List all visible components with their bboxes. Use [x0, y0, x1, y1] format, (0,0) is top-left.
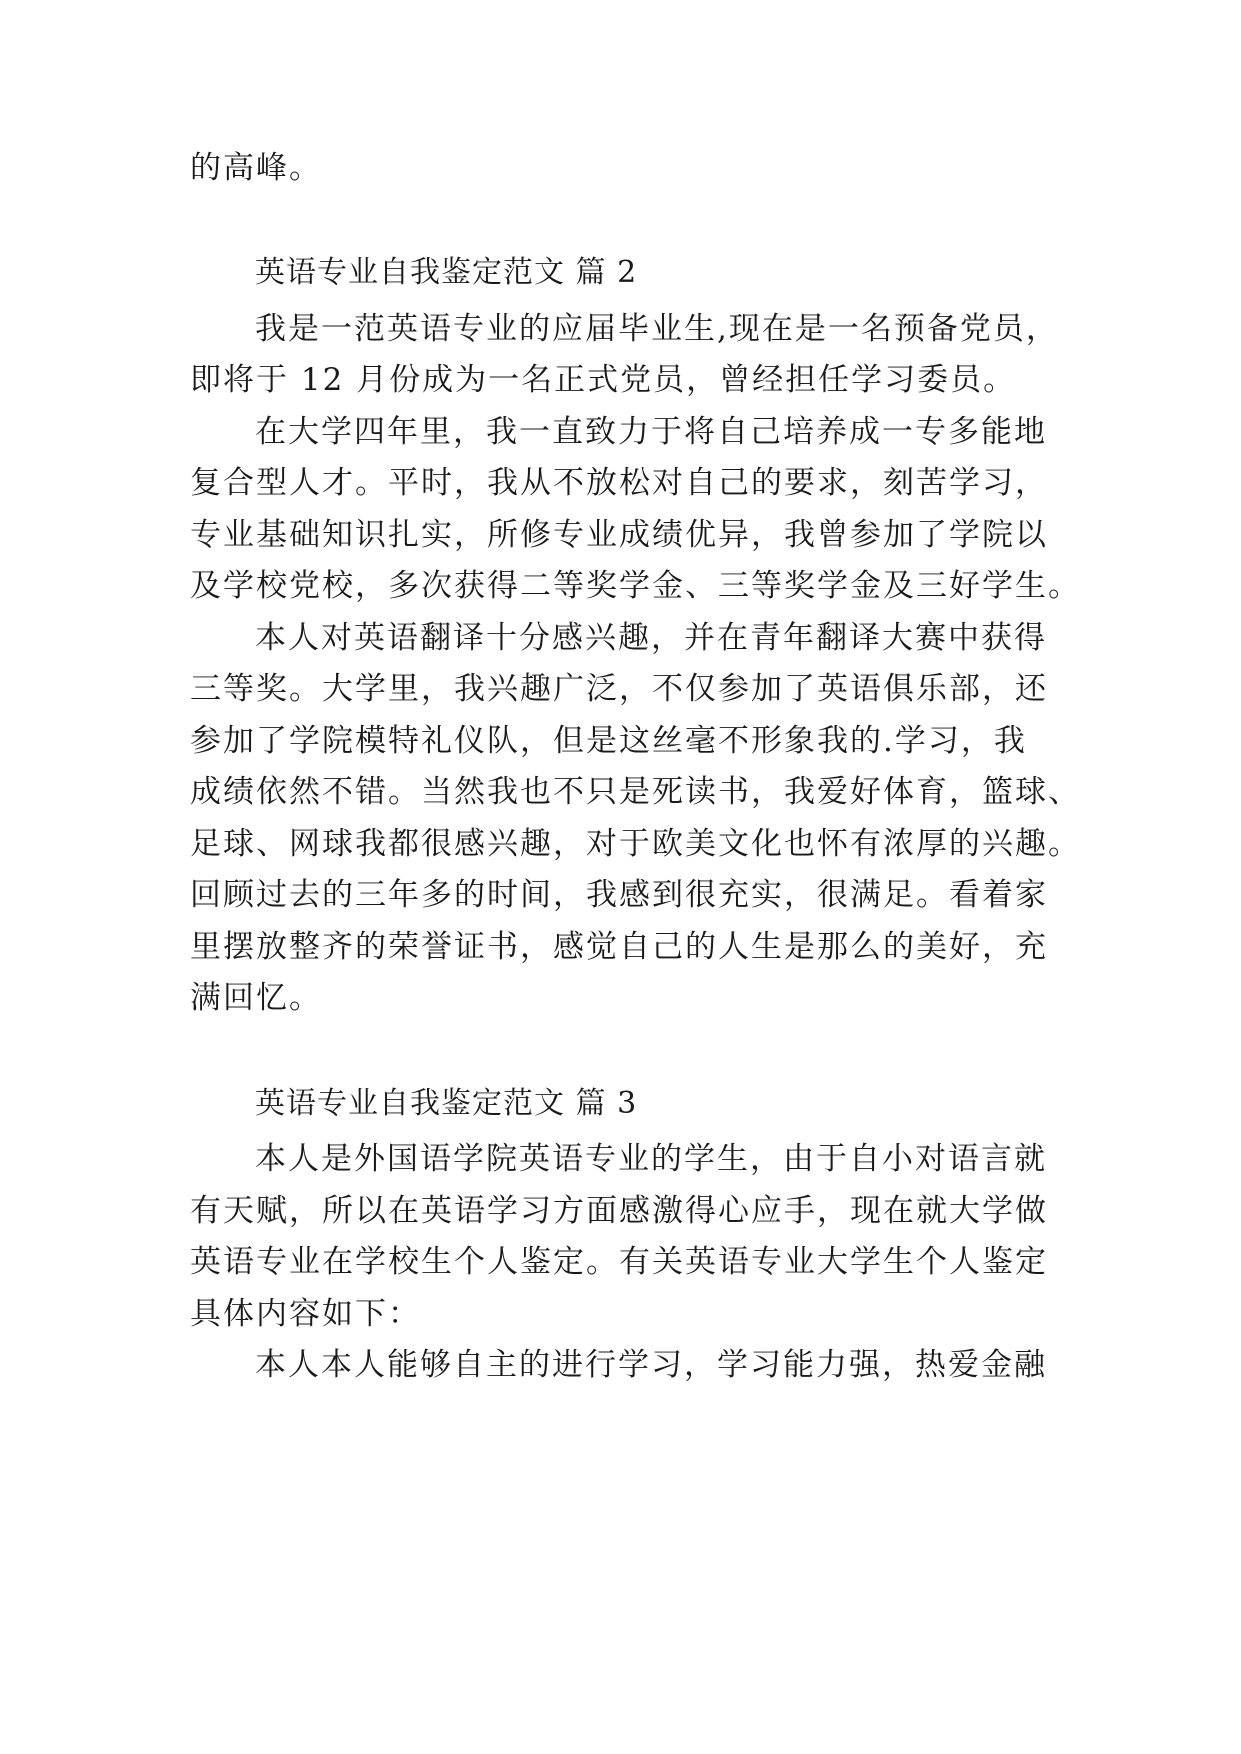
section-2-heading: 英语专业自我鉴定范文 篇 2	[255, 255, 638, 290]
section-2-paragraph-2-line: 复合型人才。平时，我从不放松对自己的要求，刻苦学习，	[190, 465, 1048, 501]
section-2-paragraph-3-line: 回顾过去的三年多的时间，我感到很充实，很满足。看着家	[190, 877, 1048, 913]
section-2-paragraph-3-line: 本人对英语翻译十分感兴趣，并在青年翻译大赛中获得	[255, 620, 1047, 656]
section-2-paragraph-3-line: 足球、网球我都很感兴趣，对于欧美文化也怀有浓厚的兴趣。	[190, 826, 1081, 862]
section-3-paragraph-1-line: 本人是外国语学院英语专业的学生，由于自小对语言就	[255, 1141, 1047, 1177]
section-3-paragraph-1-line: 英语专业在学校生个人鉴定。有关英语专业大学生个人鉴定	[190, 1244, 1048, 1280]
section-2-paragraph-1-line: 我是一范英语专业的应届毕业生,现在是一名预备党员，	[255, 311, 1059, 347]
section-2-paragraph-2-line: 专业基础知识扎实，所修专业成绩优异，我曾参加了学院以	[190, 517, 1048, 553]
section-2-paragraph-1-line: 即将于 12 月份成为一名正式党员，曾经担任学习委员。	[190, 362, 1017, 398]
section-3-paragraph-1-line: 具体内容如下：	[190, 1296, 421, 1332]
section-3-paragraph-1-line: 有天赋，所以在英语学习方面感激得心应手，现在就大学做	[190, 1193, 1048, 1229]
section-2-paragraph-3-line: 里摆放整齐的荣誉证书，感觉自己的人生是那么的美好，充	[190, 929, 1048, 965]
section-2-paragraph-3-line: 满回忆。	[190, 980, 322, 1016]
section-3-heading: 英语专业自我鉴定范文 篇 3	[255, 1086, 638, 1121]
top-fragment: 的高峰。	[190, 150, 322, 186]
section-2-paragraph-3-line: 参加了学院模特礼仪队，但是这丝毫不形象我的.学习，我	[190, 723, 1027, 759]
section-2-paragraph-3-line: 三等奖。大学里，我兴趣广泛，不仅参加了英语俱乐部，还	[190, 671, 1048, 707]
section-3-paragraph-2-line: 本人本人能够自主的进行学习，学习能力强，热爱金融	[255, 1347, 1047, 1383]
section-2-paragraph-3-line: 成绩依然不错。当然我也不只是死读书，我爱好体育，篮球、	[190, 774, 1081, 810]
section-2-paragraph-2-line: 及学校党校，多次获得二等奖学金、三等奖学金及三好学生。	[190, 568, 1081, 604]
section-2-paragraph-2-line: 在大学四年里，我一直致力于将自己培养成一专多能地	[255, 414, 1047, 450]
